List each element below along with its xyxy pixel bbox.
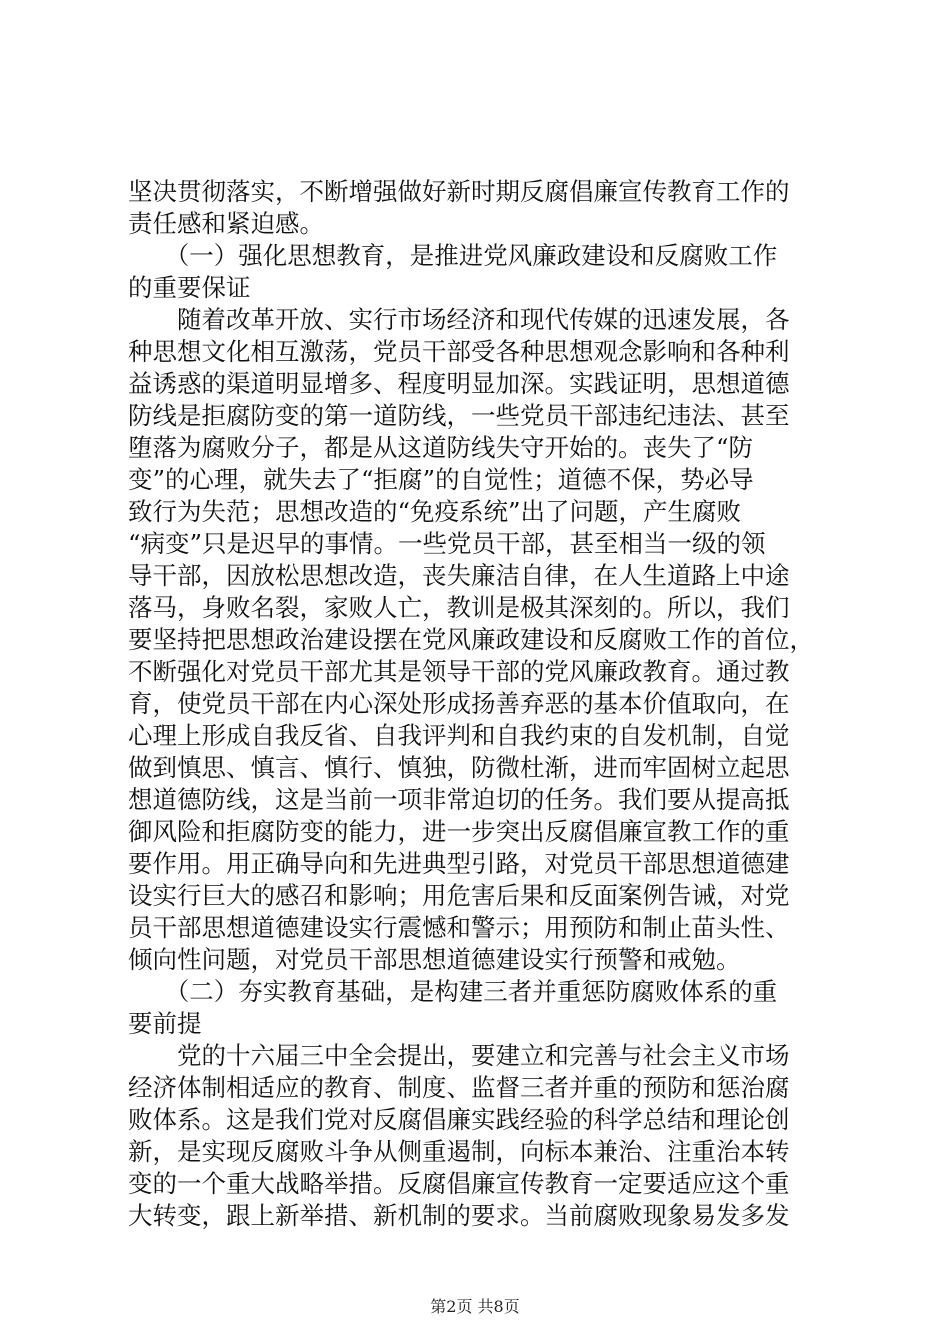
text-line: 败体系。这是我们党对反腐倡廉实践经验的科学总结和理论创 [128,1105,790,1134]
body-text [128,176,838,1232]
text-line: 变的一个重大战略举措。反腐倡廉宣传教育一定要适应这个重 [128,1169,790,1198]
text-line: 要作用。用正确导向和先进典型引路，对党员干部思想道德建 [128,849,790,878]
text-line: 责任感和紧迫感。 [128,209,324,238]
text-line: “病变”只是迟早的事情。一些党员干部，甚至相当一级的领 [128,529,766,558]
text-line: 大转变，跟上新举措、新机制的要求。当前腐败现象易发多发 [128,1201,790,1230]
text-line: 随着改革开放、实行市场经济和现代传媒的迅速发展，各 [128,305,790,334]
text-line: （一）强化思想教育，是推进党风廉政建设和反腐败工作 [128,241,778,270]
text-line: 育，使党员干部在内心深处形成扬善弃恶的基本价值取向，在 [128,689,790,718]
text-line: 员干部思想道德建设实行震憾和警示；用预防和制止苗头性、 [128,913,790,942]
text-line: 设实行巨大的感召和影响；用危害后果和反面案例告诫，对党 [128,881,790,910]
text-line: 倾向性问题，对党员干部思想道德建设实行预警和戒勉。 [128,945,741,974]
text-line: 益诱惑的渠道明显增多、程度明显加深。实践证明，思想道德 [128,369,790,398]
page-footer: 第2页 共8页 [430,1297,520,1316]
text-line: 心理上形成自我反省、自我评判和自我约束的自发机制，自觉 [128,721,790,750]
text-line: 防线是拒腐防变的第一道防线，一些党员干部违纪违法、甚至 [128,401,790,430]
text-line: （二）夯实教育基础，是构建三者并重惩防腐败体系的重 [128,977,778,1006]
text-line: 坚决贯彻落实，不断增强做好新时期反腐倡廉宣传教育工作的 [128,177,790,206]
text-line: 经济体制相适应的教育、制度、监督三者并重的预防和惩治腐 [128,1073,790,1102]
text-line: 御风险和拒腐防变的能力，进一步突出反腐倡廉宣教工作的重 [128,817,790,846]
text-line: 要坚持把思想政治建设摆在党风廉政建设和反腐败工作的首位， [128,625,814,654]
text-line: 不断强化对党员干部尤其是领导干部的党风廉政教育。通过教 [128,657,790,686]
text-line: 想道德防线，这是当前一项非常迫切的任务。我们要从提高抵 [128,785,790,814]
text-line: 要前提 [128,1009,202,1038]
text-line: 落马，身败名裂，家败人亡，教训是极其深刻的。所以，我们 [128,593,790,622]
text-line: 堕落为腐败分子，都是从这道防线失守开始的。丧失了“防 [128,433,754,462]
text-line: 变”的心理，就失去了“拒腐”的自觉性；道德不保，势必导 [128,465,754,494]
text-line: 导干部，因放松思想改造，丧失廉洁自律，在人生道路上中途 [128,561,790,590]
text-line: 做到慎思、慎言、慎行、慎独，防微杜渐，进而牢固树立起思 [128,753,790,782]
text-line: 种思想文化相互激荡，党员干部受各种思想观念影响和各种利 [128,337,790,366]
text-line: 新，是实现反腐败斗争从侧重遏制，向标本兼治、注重治本转 [128,1137,790,1166]
text-line: 的重要保证 [128,273,251,302]
text-line: 致行为失范；思想改造的“免疫系统”出了问题，产生腐败 [128,497,742,526]
text-line: 党的十六届三中全会提出，要建立和完善与社会主义市场 [128,1041,790,1070]
